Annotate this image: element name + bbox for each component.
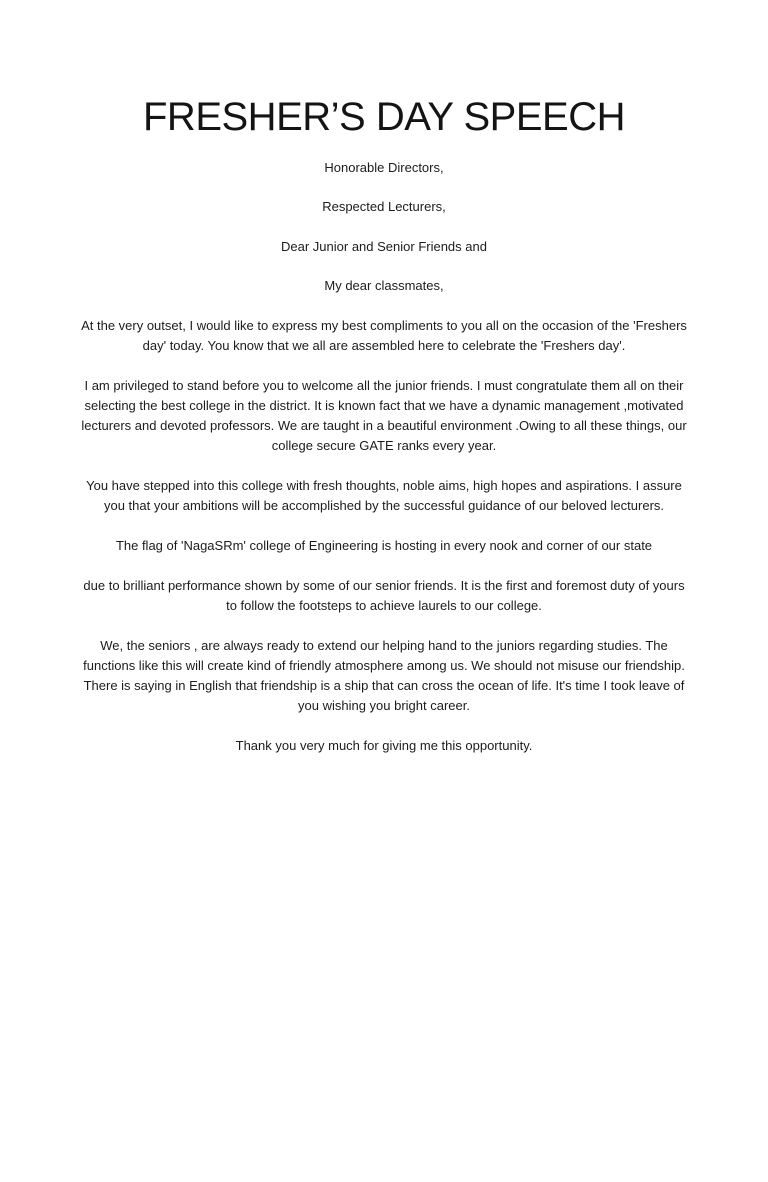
document-page — [0, 95, 768, 1182]
paragraph-privileged-welcome: I am privileged to stand before you to welcome all the junior friends. I must congratulate them all on their selecting the best college in the district. It is known fact that we have a dynamic management ,motivated lecturers and devoted professors. We are taught in a beautiful environment .Owing to all these things, our college secure GATE ranks every year. — [81, 377, 687, 453]
speech-body — [78, 316, 690, 756]
paragraph-seniors-helping-hand: We, the seniors , are always ready to extend our helping hand to the juniors regarding studies. The functions like this will create kind of friendly atmosphere among us. We should not misuse our friendship. There is saying in English that friendship is a ship that can cross the ocean of life. It's time I took leave of you wishing you bright career. — [83, 637, 685, 713]
salutation-classmates: My dear classmates, — [324, 278, 444, 294]
paragraph-thank-you: Thank you very much for giving me this opportunity. — [235, 737, 533, 753]
salutation-block — [78, 158, 690, 297]
paragraph-brilliant-performance: due to brilliant performance shown by some of our senior friends. It is the first and foremost duty of yours to follow the footsteps to achieve laurels to our college. — [83, 577, 685, 613]
document-title: FRESHER’S DAY SPEECH — [143, 95, 625, 139]
salutation-respected-lecturers: Respected Lecturers, — [322, 199, 446, 215]
salutation-honorable-directors: Honorable Directors, — [324, 159, 444, 175]
paragraph-fresh-thoughts: You have stepped into this college with fresh thoughts, noble aims, high hopes and aspirations. I assure you that your ambitions will be accomplished by the successful guidance of our beloved lecturers. — [86, 477, 682, 513]
document-content — [78, 95, 690, 756]
paragraph-outset-compliments: At the very outset, I would like to express my best compliments to you all on the occasion of the 'Freshers day' today. You know that we all are assembled here to celebrate the 'Freshers day'. — [81, 317, 687, 353]
paragraph-college-flag: The flag of 'NagaSRm' college of Engineering is hosting in every nook and corner of our state — [115, 537, 653, 553]
salutation-junior-senior-friends: Dear Junior and Senior Friends and — [281, 238, 487, 254]
